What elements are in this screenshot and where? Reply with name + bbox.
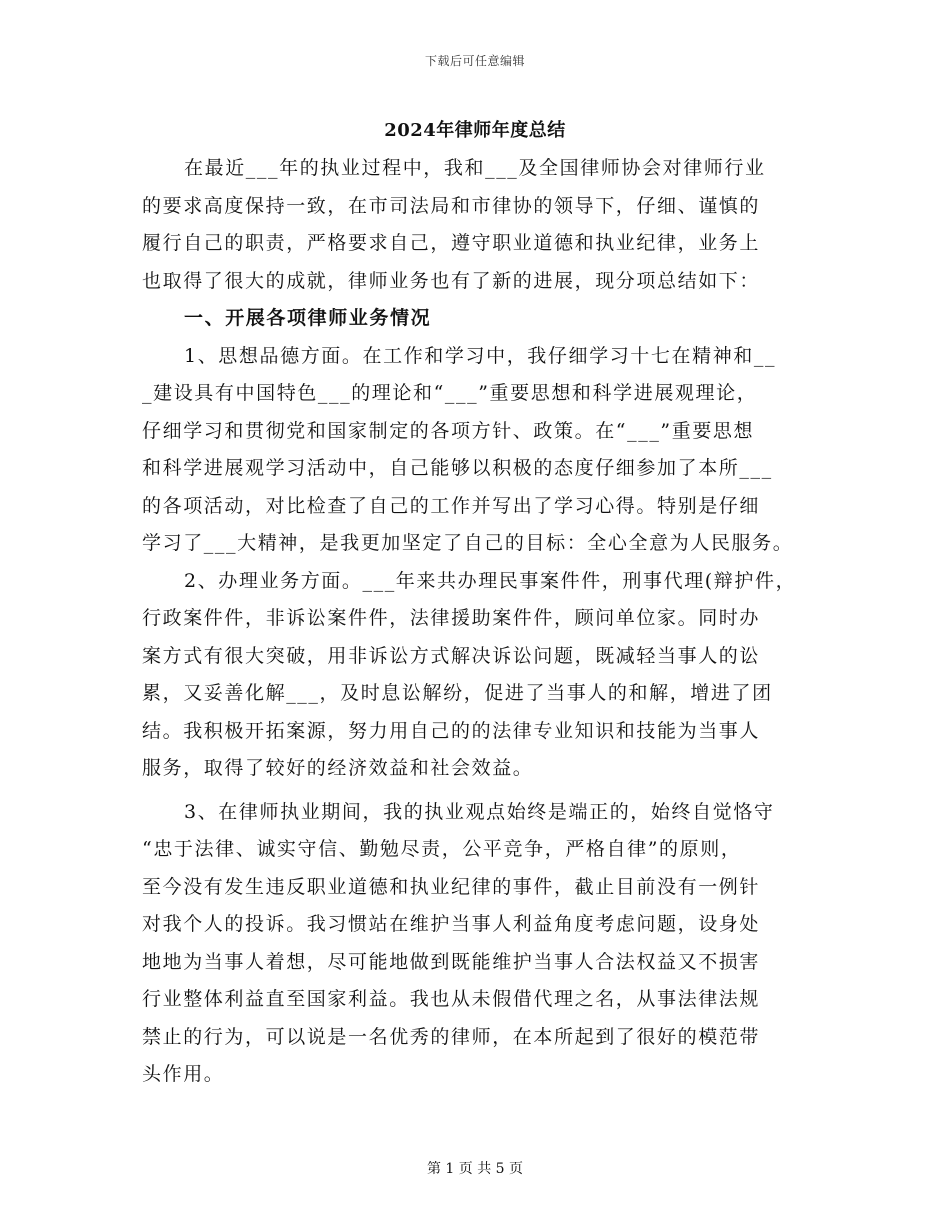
text-line: 也取得了很大的成就，律师业务也有了新的进展，现分项总结如下： bbox=[142, 269, 761, 292]
text-line: 履行自己的职责，严格要求自己，遵守职业道德和执业纪律，业务上 bbox=[142, 232, 761, 254]
paragraph-ideology bbox=[142, 338, 822, 563]
text-line: 地地为当事人着想，尽可能地做到既能维护当事人合法权益又不损害 bbox=[142, 950, 761, 973]
intro-paragraph bbox=[142, 150, 822, 300]
text-line: 在最近___年的执业过程中，我和___及全国律师协会对律师行业 bbox=[184, 157, 766, 179]
header-note: 下载后可任意编辑 bbox=[424, 54, 525, 68]
text-line: 头作用。 bbox=[142, 1063, 225, 1085]
text-line: 仔细学习和贯彻党和国家制定的各项方针、政策。在“___”重要思想 bbox=[142, 419, 755, 442]
paragraph-business bbox=[142, 563, 822, 788]
text-line: 2、办理业务方面。___年来共办理民事案件件，刑事代理(辩护件， bbox=[184, 569, 797, 592]
text-line: 的各项活动，对比检查了自己的工作并写出了学习心得。特别是仔细 bbox=[142, 494, 761, 517]
text-line: 案方式有很大突破，用非诉讼方式解决诉讼问题，既减轻当事人的讼 bbox=[142, 644, 761, 667]
text-line: 对我个人的投诉。我习惯站在维护当事人利益角度考虑问题，设身处 bbox=[142, 913, 761, 935]
text-line: 行政案件件，非诉讼案件件，法律援助案件件，顾问单位家。同时办 bbox=[142, 607, 761, 629]
text-line: 的要求高度保持一致，在市司法局和市律协的领导下，仔细、谨慎的 bbox=[142, 194, 761, 217]
text-line: 3、在律师执业期间，我的执业观点始终是端正的，始终自觉恪守 bbox=[184, 800, 775, 823]
text-line: 至今没有发生违反职业道德和执业纪律的事件，截止目前没有一例针 bbox=[142, 875, 761, 898]
paragraph-conduct bbox=[142, 794, 822, 1094]
section-heading: 一、开展各项律师业务情况 bbox=[184, 307, 432, 329]
text-line: 和科学进展观学习活动中，自己能够以积极的态度仔细参加了本所___ bbox=[142, 457, 773, 479]
text-line: 行业整体利益直至国家利益。我也从未假借代理之名，从事法律法规 bbox=[142, 988, 761, 1010]
text-line: 学习了___大精神，是我更加坚定了自己的目标：全心全意为人民服务。 bbox=[142, 532, 794, 554]
text-line: 1、思想品德方面。在工作和学习中，我仔细学习十七在精神和__ bbox=[184, 344, 777, 367]
text-line: 禁止的行为，可以说是一名优秀的律师，在本所起到了很好的模范带 bbox=[142, 1025, 761, 1048]
page-number: 第 1 页 共 5 页 bbox=[426, 1161, 524, 1177]
text-line: 服务，取得了较好的经济效益和社会效益。 bbox=[142, 757, 534, 779]
text-line: 结。我积极开拓案源，努力用自己的的法律专业知识和技能为当事人 bbox=[142, 719, 761, 742]
document-title: 2024年律师年度总结 bbox=[384, 120, 566, 141]
text-line: 累，又妥善化解___，及时息讼解纷，促进了当事人的和解，增进了团 bbox=[142, 682, 773, 704]
document-body bbox=[142, 150, 822, 1094]
text-line: “忠于法律、诚实守信、勤勉尽责，公平竞争，严格自律”的原则， bbox=[142, 838, 742, 860]
text-line: _建设具有中国特色___的理论和“___”重要思想和科学进展观理论， bbox=[142, 382, 758, 404]
